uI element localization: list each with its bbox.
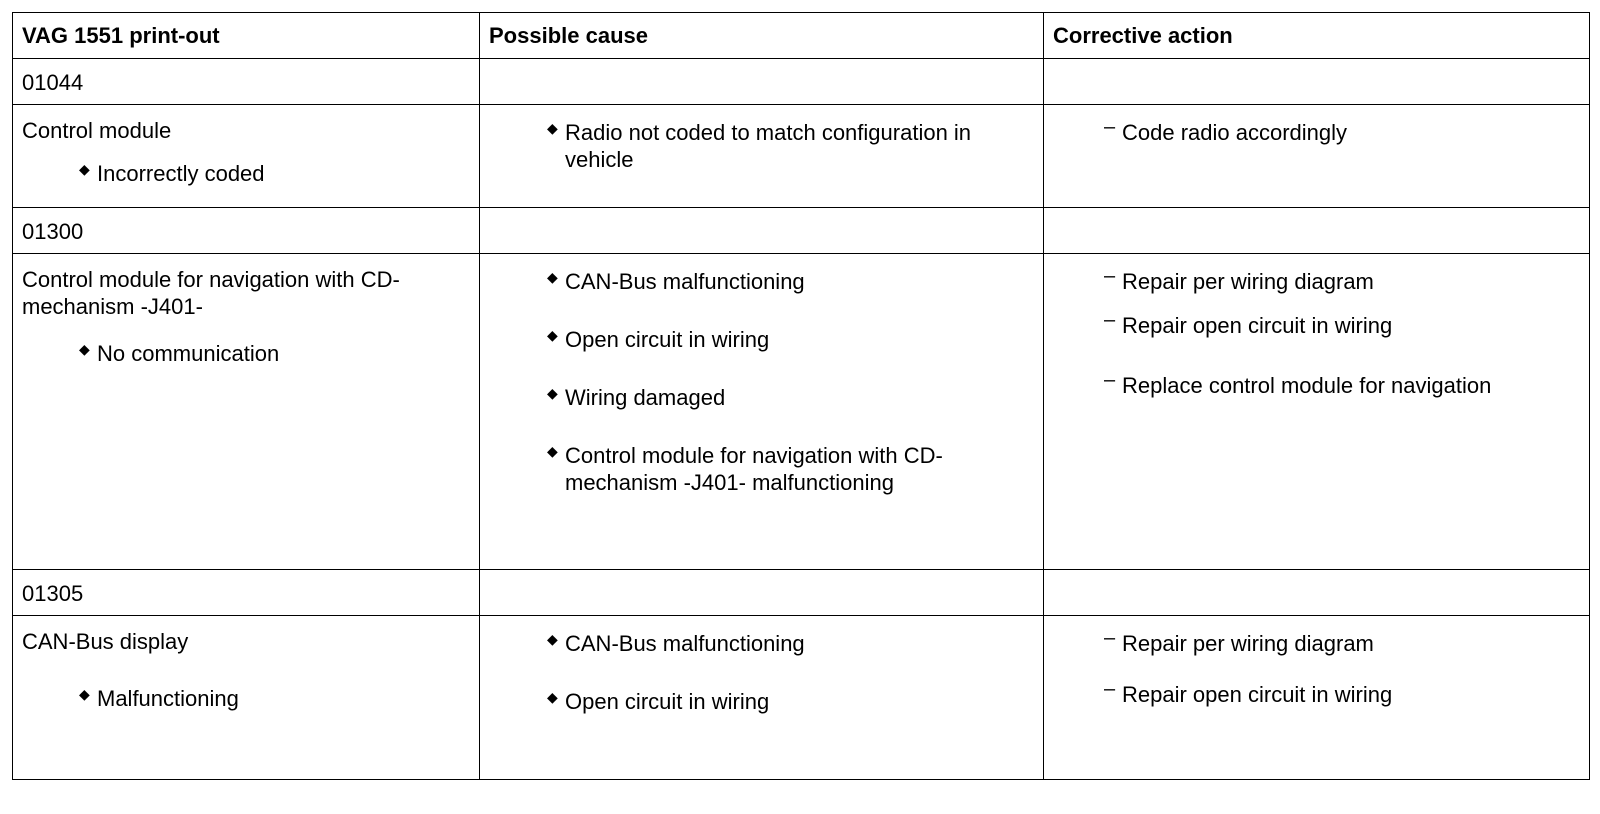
symptom-text: Incorrectly coded <box>97 161 265 186</box>
dash-icon: – <box>1104 116 1116 138</box>
action-text: Repair per wiring diagram <box>1122 269 1374 294</box>
cause-cell <box>480 254 1044 570</box>
dash-icon: – <box>1104 678 1116 700</box>
cause-item <box>545 268 1031 295</box>
action-text: Replace control module for navigation <box>1122 373 1492 398</box>
action-text: Repair per wiring diagram <box>1122 631 1374 656</box>
symptom <box>77 685 471 712</box>
diamond-bullet-icon: ◆ <box>547 631 558 647</box>
cause-item <box>545 688 1031 715</box>
fault-code-table <box>12 12 1590 780</box>
dash-icon: – <box>1104 309 1116 331</box>
header-possible-cause: Possible cause <box>480 13 1044 59</box>
action-item <box>1102 265 1577 295</box>
fault-code: 01044 <box>13 59 480 105</box>
header-printout: VAG 1551 print-out <box>13 13 480 59</box>
action-item <box>1102 627 1577 657</box>
empty-cell <box>1044 208 1590 254</box>
action-text: Repair open circuit in wiring <box>1122 313 1393 338</box>
header-corrective-action: Corrective action <box>1044 13 1590 59</box>
fault-detail-row <box>13 105 1590 208</box>
action-item <box>1102 116 1577 146</box>
cause-text: Control module for navigation with CD-mechanism -J401- malfunctioning <box>565 443 943 495</box>
dash-icon: – <box>1104 627 1116 649</box>
diamond-bullet-icon: ◆ <box>79 341 90 357</box>
cause-text: Open circuit in wiring <box>565 689 770 714</box>
symptom-text: Malfunctioning <box>97 686 239 711</box>
action-item <box>1102 309 1577 339</box>
diamond-bullet-icon: ◆ <box>547 269 558 285</box>
cause-text: CAN-Bus malfunctioning <box>565 631 805 656</box>
symptom <box>77 340 471 367</box>
cause-cell <box>480 105 1044 208</box>
table-header-row <box>13 13 1590 59</box>
diamond-bullet-icon: ◆ <box>547 443 558 459</box>
cause-item <box>545 119 1031 173</box>
action-item <box>1102 678 1577 708</box>
diamond-bullet-icon: ◆ <box>547 120 558 136</box>
symptom <box>77 160 471 187</box>
diamond-bullet-icon: ◆ <box>547 385 558 401</box>
empty-cell <box>480 570 1044 616</box>
diamond-bullet-icon: ◆ <box>79 161 90 177</box>
cause-item <box>545 630 1031 657</box>
component-cell <box>13 616 480 780</box>
fault-detail-row <box>13 254 1590 570</box>
empty-cell <box>1044 570 1590 616</box>
empty-cell <box>480 208 1044 254</box>
action-text: Repair open circuit in wiring <box>1122 682 1393 707</box>
action-cell <box>1044 616 1590 780</box>
cause-item <box>545 442 1031 496</box>
fault-code: 01305 <box>13 570 480 616</box>
cause-text: Wiring damaged <box>565 385 726 410</box>
action-cell <box>1044 254 1590 570</box>
action-cell <box>1044 105 1590 208</box>
cause-text: Radio not coded to match configuration in vehicle <box>565 120 972 172</box>
component-name: CAN-Bus display <box>22 629 189 654</box>
component-cell <box>13 105 480 208</box>
empty-cell <box>1044 59 1590 105</box>
empty-cell <box>480 59 1044 105</box>
diamond-bullet-icon: ◆ <box>79 686 90 702</box>
dash-icon: – <box>1104 265 1116 287</box>
diamond-bullet-icon: ◆ <box>547 689 558 705</box>
diamond-bullet-icon: ◆ <box>547 327 558 343</box>
action-item <box>1102 369 1577 399</box>
fault-code-row <box>13 570 1590 616</box>
component-cell <box>13 254 480 570</box>
component-name: Control module for navigation with CD-mechanism -J401- <box>22 267 400 319</box>
fault-code: 01300 <box>13 208 480 254</box>
cause-cell <box>480 616 1044 780</box>
cause-text: Open circuit in wiring <box>565 327 770 352</box>
fault-detail-row <box>13 616 1590 780</box>
cause-item <box>545 384 1031 411</box>
component-name: Control module <box>22 118 172 143</box>
action-text: Code radio accordingly <box>1122 120 1348 145</box>
dash-icon: – <box>1104 369 1116 391</box>
cause-item <box>545 326 1031 353</box>
fault-code-row <box>13 59 1590 105</box>
cause-text: CAN-Bus malfunctioning <box>565 269 805 294</box>
fault-code-row <box>13 208 1590 254</box>
symptom-text: No communication <box>97 341 280 366</box>
